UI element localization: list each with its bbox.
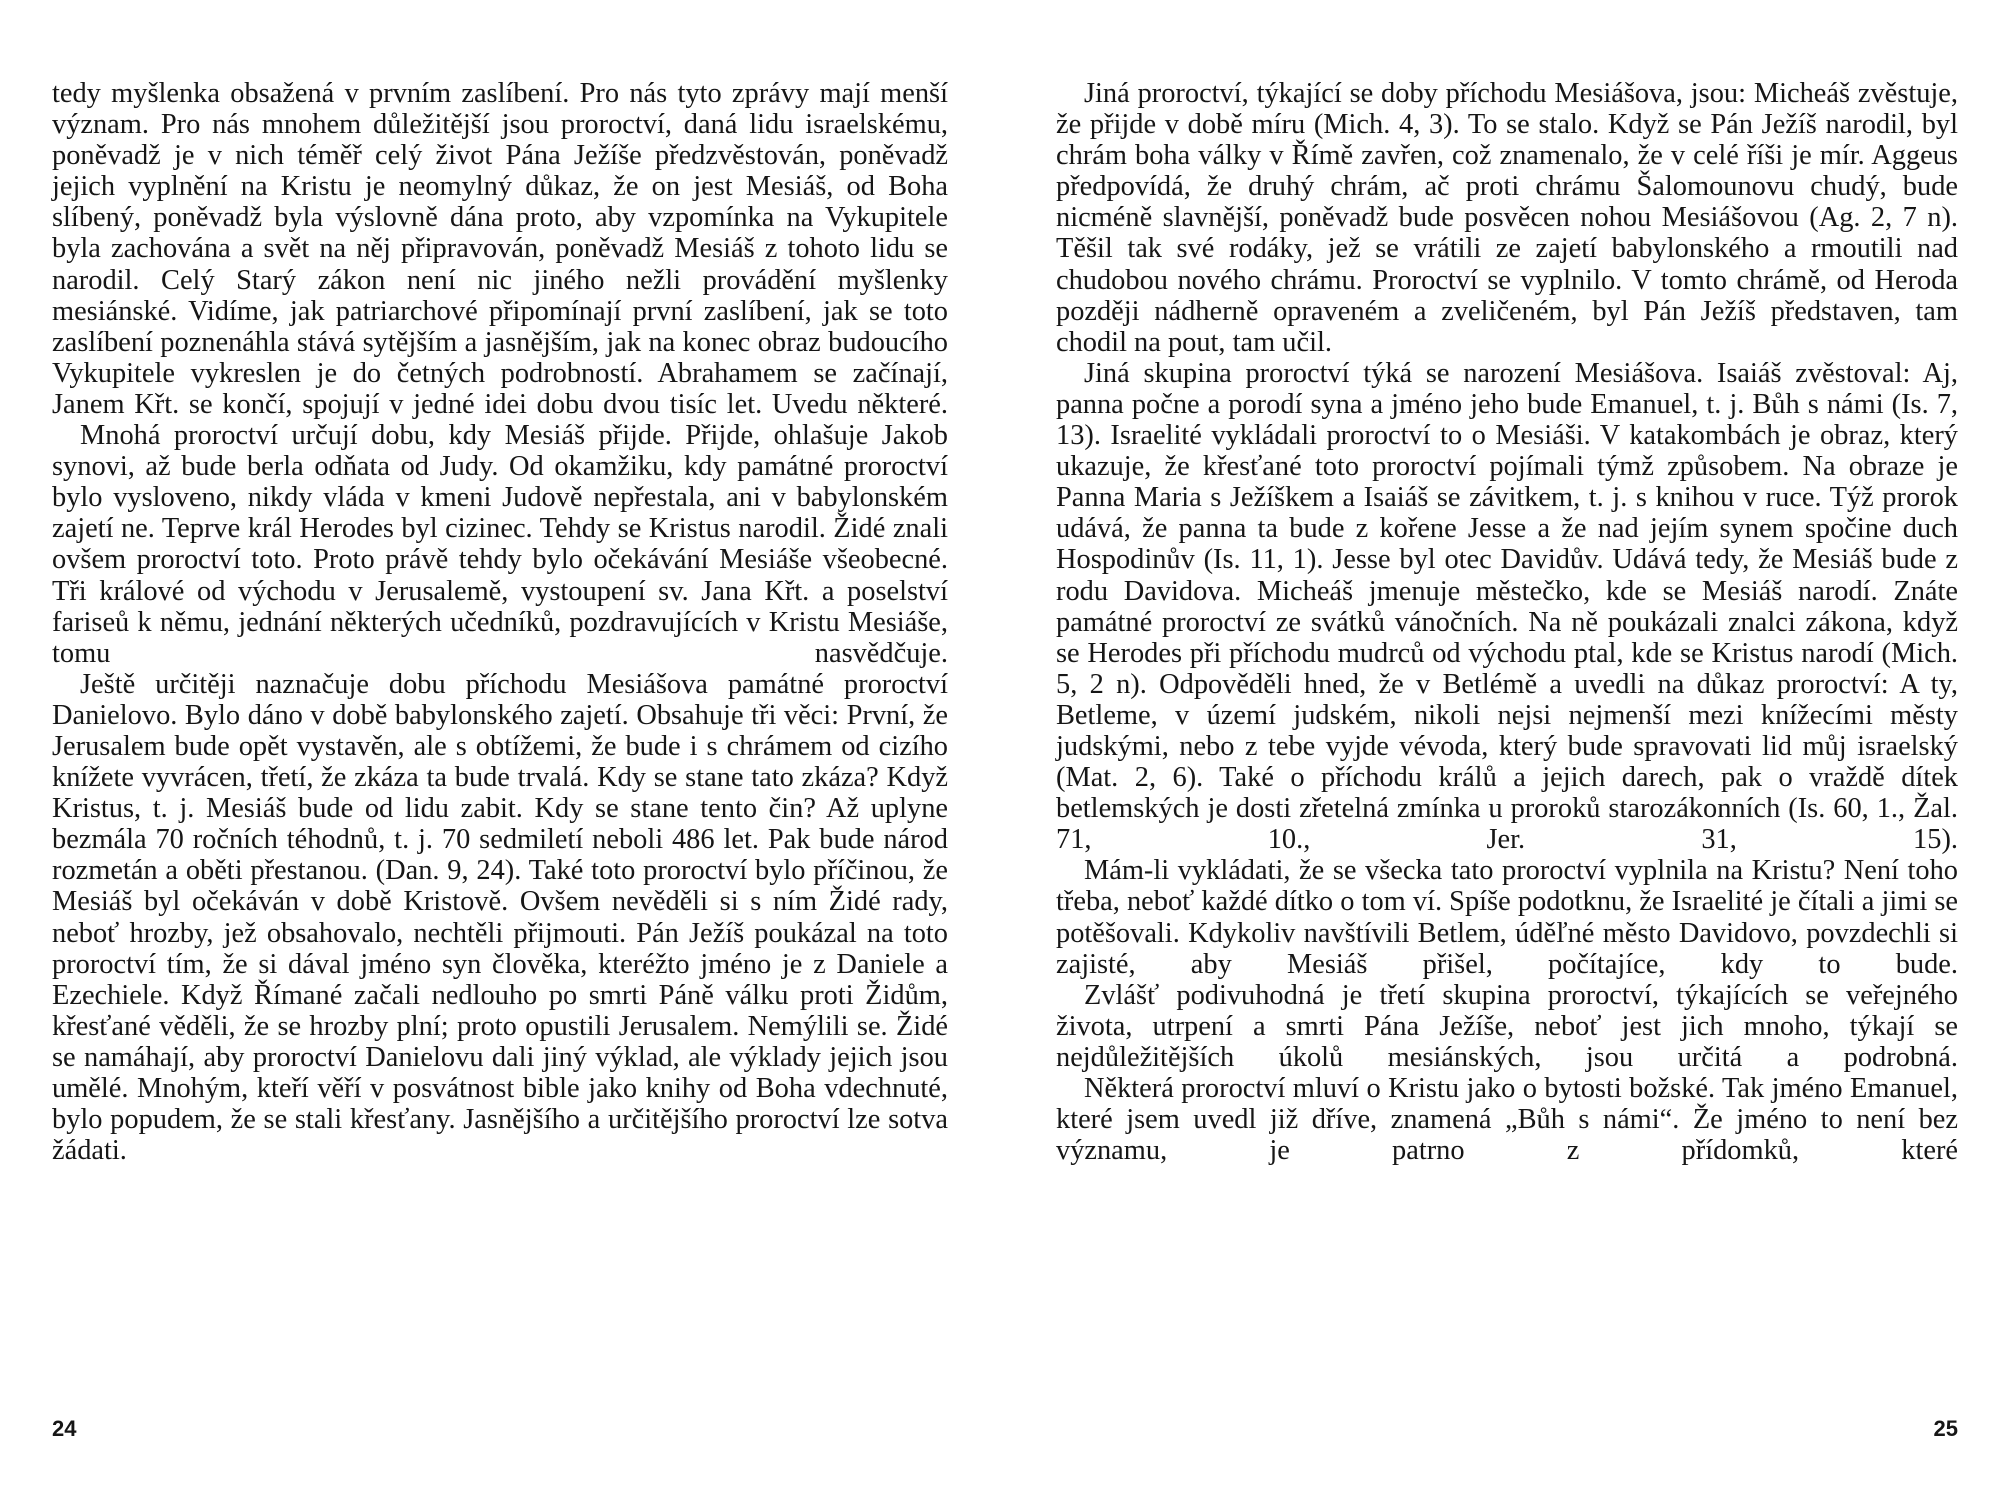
right-paragraph-3: Mám-li vykládati, že se všecka tato proroctví vyplnila na Kristu? Není toho třeba, neboť každé dítko o tom ví. Spíše podotknu, že Israelité je čítali a jimi se potěšovali. Kdykoliv navštívili Betlem, úděľné město Davidovo, povzdechli si zajisté, aby Mesiáš přišel, počítajíce, kdy to bude. [1056,855,1958,980]
right-paragraph-4: Zvlášť podivuhodná je třetí skupina proroctví, týkajících se veřejného života, utrpení a smrti Pána Ježíše, neboť jest jich mnoho, týkají se nejdůležitějších úkolů mesiánských, jsou určitá a podrobná. [1056,979,1958,1073]
left-page-number: 24 [52,1416,77,1441]
right-page-number: 25 [1933,1416,1958,1441]
right-paragraph-1: Jiná proroctví, týkající se doby příchodu Mesiášova, jsou: Micheáš zvěstuje, že přijde v době míru (Mich. 4, 3). To se stalo. Když se Pán Ježíš narodil, byl chrám boha války v Římě zavřen, což znamenalo, že v celé říši je mír. Aggeus předpovídá, že druhý chrám, ač proti chrámu Šalomounovu chudý, bude nicméně slavnější, poněvadž bude posvěcen nohou Mesiášovou (Ag. 2, 7 n). Těšil tak své rodáky, jež se vrátili ze zajetí babylonského a rmoutili nad chudobou nového chrámu. Proroctví se vyplnilo. V tomto chrámě, od Heroda později nádherně opraveném a zveličeném, byl Pán Ježíš představen, tam chodil na pout, tam učil. [1056,78,1958,358]
left-paragraph-2: Mnohá proroctví určují dobu, kdy Mesiáš přijde. Přijde, ohlašuje Jakob synovi, až bude berla odňata od Judy. Od okamžiku, kdy památné proroctví bylo vysloveno, nikdy vláda v kmeni Judově nepřestala, ani v babylonském zajetí ne. Teprve král Herodes byl cizinec. Tehdy se Kristus narodil. Židé znali ovšem proroctví toto. Proto právě tehdy bylo očekávání Mesiáše všeobecné. Tři králové od východu v Jerusalemě, vystoupení sv. Jana Křt. a poselství fariseů k němu, jednání některých učedníků, pozdravujících v Kristu Mesiáše, tomu nasvědčuje. [52,420,948,669]
left-paragraph-1: tedy myšlenka obsažená v prvním zaslíbení. Pro nás tyto zprávy mají menší význam. Pro nás mnohem důležitější jsou proroctví, daná lidu israelskému, poněvadž je v nich téměř celý život Pána Ježíše předzvěstován, poněvadž jejich vyplnění na Kristu je neomylný důkaz, že on jest Mesiáš, od Boha slíbený, poněvadž byla výslovně dána proto, aby vzpomínka na Vykupitele byla zachována a svět na něj připravován, poněvadž Mesiáš z tohoto lidu se narodil. Celý Starý zákon není nic jiného nežli provádění myšlenky mesiánské. Vidíme, jak patriarchové připomínají první zaslíbení, jak se toto zaslíbení poznenáhla stává sytějším a jasnějším, jak na konec obraz budoucího Vykupitele vykreslen je do četných podrobností. Abrahamem se začínají, Janem Křt. se končí, spojují v jedné idei dobu dvou tisíc let. Uvedu některé. [52,78,948,420]
right-page [1056,78,1958,1166]
left-page [52,78,948,1166]
right-paragraph-5: Některá proroctví mluví o Kristu jako o bytosti božské. Tak jméno Emanuel, které jsem uvedl již dříve, znamená „Bůh s námi“. Že jméno to není bez významu, je patrno z přídomků, které [1056,1073,1958,1167]
left-paragraph-3: Ještě určitěji naznačuje dobu příchodu Mesiášova památné proroctví Danielovo. Bylo dáno v době babylonského zajetí. Obsahuje tři věci: První, že Jerusalem bude opět vystavěn, ale s obtížemi, že bude i s chrámem od cizího knížete vyvrácen, třetí, že zkáza ta bude trvalá. Kdy se stane tato zkáza? Když Kristus, t. j. Mesiáš bude od lidu zabit. Kdy se stane tento čin? Až uplyne bezmála 70 ročních téhodnů, t. j. 70 sedmiletí neboli 486 let. Pak bude národ rozmetán a oběti přestanou. (Dan. 9, 24). Také toto proroctví bylo příčinou, že Mesiáš byl očekáván v době Kristově. Ovšem nevěděli si s ním Židé rady, neboť hrozby, jež obsahovalo, nechtěli přijmouti. Pán Ježíš poukázal na toto proroctví tím, že si dával jméno syn člověka, kteréžto jméno je z Daniele a Ezechiele. Když Římané začali nedlouho po smrti Páně válku proti Židům, křesťané věděli, že se hrozby plní; proto opustili Jerusalem. Nemýlili se. Židé se namáhají, aby proroctví Danielovu dali jiný výklad, ale výklady jejich jsou umělé. Mnohým, kteří věří v posvátnost bible jako knihy od Boha vdechnuté, bylo popudem, že se stali křesťany. Jasnějšího a určitějšího proroctví lze sotva žádati. [52,668,948,1167]
right-paragraph-2: Jiná skupina proroctví týká se narození Mesiášova. Isaiáš zvěstoval: Aj, panna počne a porodí syna a jméno jeho bude Emanuel, t. j. Bůh s námi (Is. 7, 13). Israelité vykládali proroctví to o Mesiáši. V katakombách je obraz, který ukazuje, že křesťané toto proroctví pojímali týmž způsobem. Na obraze je Panna Maria s Ježíškem a Isaiáš se závitkem, t. j. s knihou v ruce. Týž prorok udává, že panna ta bude z kořene Jesse a že nad jejím synem spočine duch Hospodinův (Is. 11, 1). Jesse byl otec Davidův. Udává tedy, že Mesiáš bude z rodu Davidova. Micheáš jmenuje městečko, kde se Mesiáš narodí. Znáte památné proroctví ze svátků vánočních. Na ně poukázali znalci zákona, když se Herodes při příchodu mudrců od východu ptal, kde se Kristus narodí (Mich. 5, 2 n). Odpověděli hned, že v Betlémě a uvedli na důkaz proroctví: A ty, Betleme, v území judském, nikoli nejsi nejmenší mezi knížecími městy judskými, nebo z tebe vyjde vévoda, který bude spravovati lid můj israelský (Mat. 2, 6). Také o příchodu králů a jejich darech, pak o vraždě dítek betlemských je dosti zřetelná zmínka u proroků starozákonních (Is. 60, 1., Žal. 71, 10., Jer. 31, 15). [1056,357,1958,856]
